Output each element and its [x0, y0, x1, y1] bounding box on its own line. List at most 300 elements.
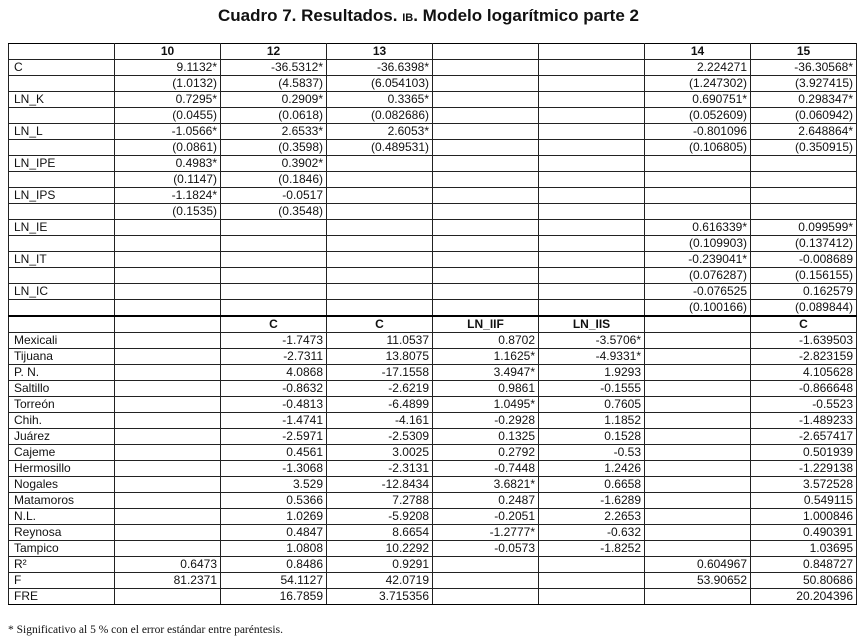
city-cell: 1.03695 [751, 541, 857, 557]
city-row [9, 541, 857, 557]
coef-cell [433, 204, 539, 220]
stat-cell: 16.7859 [221, 589, 327, 605]
coef-cell: LN_K [9, 92, 115, 108]
stat-row [9, 557, 857, 573]
stat-cell: 53.90652 [645, 573, 751, 589]
coef-cell: 0.099599* [751, 220, 857, 236]
stat-cell: R² [9, 557, 115, 573]
coef-cell [9, 140, 115, 156]
coef-cell [433, 140, 539, 156]
coef-cell [327, 156, 433, 172]
coef-cell: 2.6053* [327, 124, 433, 140]
coef-cell [327, 268, 433, 284]
city-cell: Chih. [9, 413, 115, 429]
city-cell: P. N. [9, 365, 115, 381]
coef-cell [433, 60, 539, 76]
coef-cell [433, 76, 539, 92]
city-cell: Reynosa [9, 525, 115, 541]
coef-row [9, 204, 857, 220]
coef-cell [221, 284, 327, 300]
coef-cell: (0.0618) [221, 108, 327, 124]
city-cell [645, 509, 751, 525]
city-cell: N.L. [9, 509, 115, 525]
city-header-row [9, 316, 857, 333]
coef-row [9, 252, 857, 268]
coef-cell: -1.0566* [115, 124, 221, 140]
coef-cell: (0.060942) [751, 108, 857, 124]
coef-cell: -0.076525 [645, 284, 751, 300]
city-cell [115, 493, 221, 509]
header-row [9, 44, 857, 60]
city-cell: 1.0808 [221, 541, 327, 557]
coef-cell: LN_IT [9, 252, 115, 268]
stat-cell [539, 589, 645, 605]
city-cell: 3.4947* [433, 365, 539, 381]
coef-row [9, 236, 857, 252]
coef-cell [327, 188, 433, 204]
coef-cell [433, 284, 539, 300]
coef-row [9, 124, 857, 140]
coef-cell: LN_L [9, 124, 115, 140]
city-cell: -2.823159 [751, 349, 857, 365]
coef-cell: LN_IC [9, 284, 115, 300]
city-cell: 0.4561 [221, 445, 327, 461]
city-cell: -0.4813 [221, 397, 327, 413]
coef-cell: (1.247302) [645, 76, 751, 92]
coef-cell: C [9, 60, 115, 76]
city-cell: 0.549115 [751, 493, 857, 509]
coef-cell: (0.100166) [645, 300, 751, 317]
coef-cell: (0.0455) [115, 108, 221, 124]
coef-cell [9, 268, 115, 284]
city-cell: 0.4847 [221, 525, 327, 541]
coef-cell [645, 188, 751, 204]
city-cell: -1.8252 [539, 541, 645, 557]
city-cell: 0.6658 [539, 477, 645, 493]
stat-cell: 20.204396 [751, 589, 857, 605]
city-cell [115, 509, 221, 525]
coef-cell [327, 284, 433, 300]
city-cell: -17.1558 [327, 365, 433, 381]
city-cell: -0.8632 [221, 381, 327, 397]
city-cell: -2.5971 [221, 429, 327, 445]
stat-cell: 54.1127 [221, 573, 327, 589]
city-cell [645, 541, 751, 557]
city-header-cell: LN_IIF [433, 316, 539, 333]
city-header-cell: C [221, 316, 327, 333]
city-cell [645, 397, 751, 413]
coef-cell [433, 252, 539, 268]
coef-cell: (0.082686) [327, 108, 433, 124]
coef-cell [327, 220, 433, 236]
city-row [9, 381, 857, 397]
city-cell: 1.1625* [433, 349, 539, 365]
coef-cell [751, 172, 857, 188]
coef-cell [221, 220, 327, 236]
city-cell: -0.632 [539, 525, 645, 541]
coef-cell [115, 220, 221, 236]
coef-row [9, 284, 857, 300]
coef-cell [221, 268, 327, 284]
coef-cell: (0.1147) [115, 172, 221, 188]
city-cell: Saltillo [9, 381, 115, 397]
coef-cell: -0.239041* [645, 252, 751, 268]
city-cell [645, 493, 751, 509]
coef-cell: 2.6533* [221, 124, 327, 140]
coef-cell [327, 252, 433, 268]
coef-row [9, 140, 857, 156]
city-cell [645, 461, 751, 477]
city-cell: -0.1555 [539, 381, 645, 397]
city-row [9, 397, 857, 413]
coef-cell [9, 172, 115, 188]
city-cell: 0.9861 [433, 381, 539, 397]
coef-cell: -36.6398* [327, 60, 433, 76]
coef-cell [433, 108, 539, 124]
stat-cell: 81.2371 [115, 573, 221, 589]
header-cell: 10 [115, 44, 221, 60]
city-cell: -1.639503 [751, 333, 857, 349]
city-row [9, 493, 857, 509]
city-row [9, 365, 857, 381]
coef-row [9, 300, 857, 317]
coef-row [9, 172, 857, 188]
city-cell: 10.2292 [327, 541, 433, 557]
header-cell: 14 [645, 44, 751, 60]
city-header-cell: LN_IIS [539, 316, 645, 333]
coef-cell: (0.052609) [645, 108, 751, 124]
city-cell: Nogales [9, 477, 115, 493]
coef-cell: -1.1824* [115, 188, 221, 204]
city-header-cell [115, 316, 221, 333]
city-cell [115, 477, 221, 493]
coef-cell [9, 300, 115, 317]
city-cell: 0.2792 [433, 445, 539, 461]
coef-cell: 0.4983* [115, 156, 221, 172]
city-cell [645, 525, 751, 541]
city-cell: 8.6654 [327, 525, 433, 541]
city-cell [645, 333, 751, 349]
coef-cell: 0.616339* [645, 220, 751, 236]
table-title [0, 6, 857, 26]
coef-cell: 0.690751* [645, 92, 751, 108]
city-cell: 7.2788 [327, 493, 433, 509]
coef-cell [115, 300, 221, 317]
city-cell: -0.7448 [433, 461, 539, 477]
city-cell: 3.0025 [327, 445, 433, 461]
coef-row [9, 188, 857, 204]
city-cell: -1.4741 [221, 413, 327, 429]
coef-cell: (0.109903) [645, 236, 751, 252]
city-cell: -1.7473 [221, 333, 327, 349]
city-cell: 0.5366 [221, 493, 327, 509]
coef-cell: (0.1846) [221, 172, 327, 188]
coef-cell: (0.0861) [115, 140, 221, 156]
coef-cell [645, 204, 751, 220]
coef-cell: (6.054103) [327, 76, 433, 92]
coef-cell [327, 172, 433, 188]
city-cell [645, 477, 751, 493]
stat-cell: F [9, 573, 115, 589]
city-row [9, 429, 857, 445]
coef-cell [539, 236, 645, 252]
coef-cell [9, 204, 115, 220]
city-cell [115, 381, 221, 397]
coef-cell: (0.3548) [221, 204, 327, 220]
stat-cell [433, 589, 539, 605]
coef-cell [539, 108, 645, 124]
city-row [9, 333, 857, 349]
city-row [9, 461, 857, 477]
city-cell [645, 445, 751, 461]
city-cell: -1.489233 [751, 413, 857, 429]
city-cell: Tampico [9, 541, 115, 557]
coef-row [9, 76, 857, 92]
coef-cell [539, 284, 645, 300]
coef-cell [433, 220, 539, 236]
city-header-cell: C [751, 316, 857, 333]
city-cell [115, 525, 221, 541]
coef-cell [539, 268, 645, 284]
city-cell: 0.7605 [539, 397, 645, 413]
coef-cell: -0.0517 [221, 188, 327, 204]
results-table-body [9, 44, 857, 605]
city-cell [645, 381, 751, 397]
coef-cell: 0.2909* [221, 92, 327, 108]
coef-cell: 0.162579 [751, 284, 857, 300]
stat-cell: 0.848727 [751, 557, 857, 573]
city-cell: Hermosillo [9, 461, 115, 477]
city-row [9, 525, 857, 541]
coef-cell [115, 252, 221, 268]
coef-cell: (0.076287) [645, 268, 751, 284]
city-cell [115, 397, 221, 413]
stat-cell: 50.80686 [751, 573, 857, 589]
city-cell: Tijuana [9, 349, 115, 365]
coef-cell [433, 268, 539, 284]
coef-cell [539, 92, 645, 108]
coef-row [9, 268, 857, 284]
coef-cell [433, 172, 539, 188]
city-cell: -5.9208 [327, 509, 433, 525]
coef-row [9, 108, 857, 124]
title-prefix: Cuadro 7. Resultados. [218, 6, 398, 25]
coef-cell: -36.5312* [221, 60, 327, 76]
city-cell: Torreón [9, 397, 115, 413]
city-cell: -4.161 [327, 413, 433, 429]
stat-cell: 0.8486 [221, 557, 327, 573]
city-cell: 4.105628 [751, 365, 857, 381]
coef-cell: (0.106805) [645, 140, 751, 156]
city-cell: -1.3068 [221, 461, 327, 477]
stat-cell [539, 557, 645, 573]
coef-cell [115, 284, 221, 300]
coef-cell [645, 156, 751, 172]
city-cell [115, 333, 221, 349]
city-cell: 1.9293 [539, 365, 645, 381]
city-cell: -1.2777* [433, 525, 539, 541]
city-cell: 4.0868 [221, 365, 327, 381]
city-cell: 1.1852 [539, 413, 645, 429]
city-cell: -4.9331* [539, 349, 645, 365]
city-cell: -0.0573 [433, 541, 539, 557]
city-row [9, 349, 857, 365]
coef-cell: (0.1535) [115, 204, 221, 220]
city-cell: Cajeme [9, 445, 115, 461]
coef-cell [221, 252, 327, 268]
coef-cell [115, 236, 221, 252]
city-cell [115, 429, 221, 445]
coef-cell [327, 300, 433, 317]
city-cell: -6.4899 [327, 397, 433, 413]
stat-cell [645, 589, 751, 605]
coef-cell: (0.489531) [327, 140, 433, 156]
city-cell: -3.5706* [539, 333, 645, 349]
coef-cell [539, 60, 645, 76]
coef-cell [539, 124, 645, 140]
city-cell: 0.490391 [751, 525, 857, 541]
city-header-cell [645, 316, 751, 333]
title-suffix: . Modelo logarítmico parte 2 [413, 6, 639, 25]
city-row [9, 477, 857, 493]
title-smallcaps: IB [402, 12, 414, 24]
coef-cell [751, 204, 857, 220]
city-cell: 1.0269 [221, 509, 327, 525]
coef-cell [327, 204, 433, 220]
coef-cell [221, 236, 327, 252]
city-cell: 13.8075 [327, 349, 433, 365]
city-cell [115, 413, 221, 429]
coef-cell [433, 92, 539, 108]
city-cell: -2.5309 [327, 429, 433, 445]
coef-cell: (0.3598) [221, 140, 327, 156]
coef-cell: (3.927415) [751, 76, 857, 92]
stat-cell [539, 573, 645, 589]
coef-cell [539, 300, 645, 317]
coef-cell [433, 124, 539, 140]
coef-cell [115, 268, 221, 284]
coef-cell [751, 156, 857, 172]
city-cell: 0.8702 [433, 333, 539, 349]
city-cell [115, 365, 221, 381]
coef-row [9, 220, 857, 236]
coef-cell: (4.5837) [221, 76, 327, 92]
coef-cell: LN_IPE [9, 156, 115, 172]
city-cell: 0.1325 [433, 429, 539, 445]
city-cell: Juárez [9, 429, 115, 445]
city-cell [115, 461, 221, 477]
coef-cell: (0.350915) [751, 140, 857, 156]
city-cell: 11.0537 [327, 333, 433, 349]
coef-cell [645, 172, 751, 188]
coef-row [9, 156, 857, 172]
city-cell: -0.5523 [751, 397, 857, 413]
coef-cell [539, 140, 645, 156]
city-cell: -2.6219 [327, 381, 433, 397]
city-header-cell [9, 316, 115, 333]
stat-cell: 0.604967 [645, 557, 751, 573]
stat-cell: 42.0719 [327, 573, 433, 589]
city-cell: -0.2928 [433, 413, 539, 429]
coef-cell [433, 188, 539, 204]
coef-cell: 0.3902* [221, 156, 327, 172]
coef-cell: 0.3365* [327, 92, 433, 108]
header-cell: 15 [751, 44, 857, 60]
coef-row [9, 92, 857, 108]
coef-cell [221, 300, 327, 317]
city-cell [115, 349, 221, 365]
city-cell: -2.657417 [751, 429, 857, 445]
coef-cell: -0.801096 [645, 124, 751, 140]
city-cell: 1.0495* [433, 397, 539, 413]
coef-cell [539, 188, 645, 204]
city-cell: -12.8434 [327, 477, 433, 493]
stat-cell [433, 573, 539, 589]
coef-cell [433, 236, 539, 252]
city-cell: -1.229138 [751, 461, 857, 477]
coef-cell: (0.137412) [751, 236, 857, 252]
stat-row [9, 589, 857, 605]
coef-cell: 0.298347* [751, 92, 857, 108]
header-cell [433, 44, 539, 60]
city-cell [115, 445, 221, 461]
coef-cell [539, 76, 645, 92]
coef-cell: 2.648864* [751, 124, 857, 140]
city-row [9, 509, 857, 525]
city-row [9, 413, 857, 429]
city-cell: 3.572528 [751, 477, 857, 493]
header-cell: 13 [327, 44, 433, 60]
footnote: * Significativo al 5 % con el error estándar entre paréntesis. [8, 624, 283, 636]
city-cell: Matamoros [9, 493, 115, 509]
coef-cell [9, 236, 115, 252]
city-cell: 3.529 [221, 477, 327, 493]
coef-cell [539, 156, 645, 172]
coef-cell [539, 252, 645, 268]
city-cell: 3.6821* [433, 477, 539, 493]
stat-cell: 0.9291 [327, 557, 433, 573]
coef-cell [9, 76, 115, 92]
city-cell: -2.7311 [221, 349, 327, 365]
city-cell: -1.6289 [539, 493, 645, 509]
stat-cell: 0.6473 [115, 557, 221, 573]
city-row [9, 445, 857, 461]
stat-cell: FRE [9, 589, 115, 605]
coef-cell [9, 108, 115, 124]
city-cell [645, 365, 751, 381]
coef-cell: -36.30568* [751, 60, 857, 76]
city-cell: -0.866648 [751, 381, 857, 397]
city-cell: 1.000846 [751, 509, 857, 525]
coef-cell [327, 236, 433, 252]
stat-cell: 3.715356 [327, 589, 433, 605]
coef-cell [539, 172, 645, 188]
coef-cell: (0.156155) [751, 268, 857, 284]
city-cell [115, 541, 221, 557]
coef-cell: LN_IPS [9, 188, 115, 204]
stat-cell [115, 589, 221, 605]
coef-cell [539, 220, 645, 236]
stat-row [9, 573, 857, 589]
coef-cell: LN_IE [9, 220, 115, 236]
city-cell: -0.53 [539, 445, 645, 461]
city-cell [645, 349, 751, 365]
coef-cell: 2.224271 [645, 60, 751, 76]
header-cell [9, 44, 115, 60]
coef-cell: (0.089844) [751, 300, 857, 317]
city-cell: 0.501939 [751, 445, 857, 461]
coef-cell [751, 188, 857, 204]
